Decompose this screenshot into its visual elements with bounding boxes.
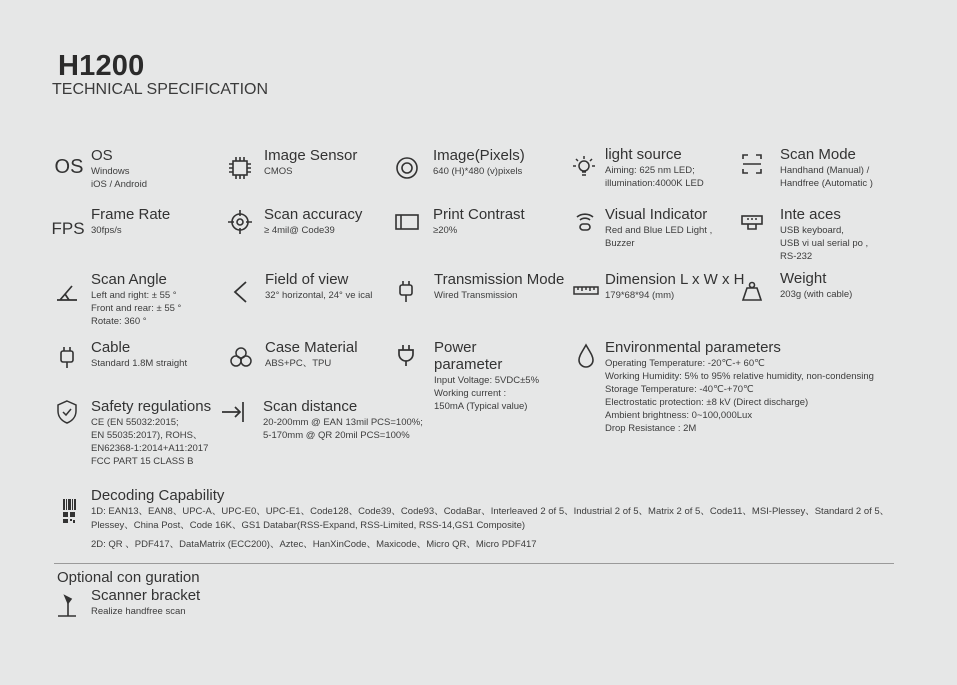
os-icon: OS bbox=[54, 155, 84, 178]
fps-icon: FPS bbox=[51, 219, 85, 238]
bracket-stand-icon bbox=[53, 590, 83, 620]
power-plug-icon bbox=[391, 340, 421, 370]
product-title: H1200 bbox=[58, 50, 145, 82]
spec-interfaces: Inte aces USB keyboard, USB vi ual serial po , RS-232 bbox=[780, 206, 869, 262]
spec-value: Windows iOS / Android bbox=[91, 166, 147, 190]
spec-safety: Safety regulations CE (EN 55032:2015; EN 55035:2017), ROHS、 EN62368-1:2014+A11:2017 FCC PART 15 CLASS B bbox=[91, 398, 212, 467]
spec-image-sensor: Image Sensor CMOS bbox=[264, 147, 358, 177]
barcode-qr-icon bbox=[54, 496, 84, 526]
spec-scan-mode: Scan Mode Handhand (Manual) / Handfree (Automatic ) bbox=[780, 146, 873, 189]
angle-icon bbox=[52, 276, 82, 306]
spec-transmission-mode: Transmission Mode Wired Transmission bbox=[434, 271, 565, 301]
spec-weight: Weight 203g (with cable) bbox=[780, 270, 853, 300]
fov-icon bbox=[226, 276, 256, 306]
arrow-bar-icon bbox=[218, 397, 248, 427]
ruler-icon bbox=[571, 276, 601, 306]
spec-field-of-view: Field of view 32° horizontal, 24° ve ical bbox=[265, 271, 373, 301]
chip-icon bbox=[225, 153, 255, 183]
optional-scanner-bracket: Scanner bracket Realize handfree scan bbox=[91, 587, 201, 617]
scan-frame-icon bbox=[737, 149, 767, 179]
spec-image-pixels: Image(Pixels) 640 (H)*480 (v)pixels bbox=[433, 147, 525, 177]
section-divider bbox=[54, 563, 894, 564]
spec-scan-distance: Scan distance 20-200mm @ EAN 13mil PCS=100%; 5-170mm @ QR 20mil PCS=100% bbox=[263, 398, 423, 441]
weight-icon bbox=[737, 276, 767, 306]
spec-light-source: light source Aiming: 625 nm LED; illumination:4000K LED bbox=[605, 146, 704, 189]
spec-cable: Cable Standard 1.8M straight bbox=[91, 339, 188, 369]
spec-scan-angle: Scan Angle Left and right: ± 55 ° Front and rear: ± 55 ° Rotate: 360 ° bbox=[91, 271, 182, 327]
usb-port-icon bbox=[737, 207, 767, 237]
decoding-1d: 1D: EAN13、EAN8、UPC-A、UPC-E0、UPC-E1、Code128、Code39、Code93、CodaBar、Interleaved 2 of 5、Industrial 2 of 5、Matrix 2 of 5、Code11、MSI-Plessey、Standard 2 of 5、Plessey、China Post、Code 16K、GS1 Databar(RSS-Expand, RSS-Limited, RSS-14,GS1 Composite) bbox=[91, 506, 890, 531]
decoding-capability: Decoding Capability 1D: EAN13、EAN8、UPC-A、UPC-E0、UPC-E1、Code128、Code39、Code93、CodaBar、Interleaved 2 of 5、Industrial 2 of 5、Matrix 2 of 5、Code11、MSI-Plessey、Standard 2 of 5、Plessey、China Post、Code 16K、GS1 Databar(RSS-Expand, RSS-Limited, RSS-14,GS1 Composite) 2D: QR 、PDF417、DataMatrix (ECC200)、Aztec、HanXinCode、Maxicode、Micro QR、Micro PDF417 bbox=[91, 487, 931, 552]
spec-label: OS bbox=[91, 147, 113, 164]
optional-heading: Optional con guration bbox=[57, 569, 200, 586]
cable-plug-icon bbox=[52, 342, 82, 372]
spec-power: Power parameter Input Voltage: 5VDC±5% Working current : 150mA (Typical value) bbox=[434, 339, 540, 412]
signal-icon bbox=[570, 207, 600, 237]
spec-scan-accuracy: Scan accuracy ≥ 4mil@ Code39 bbox=[264, 206, 363, 236]
page-subtitle: TECHNICAL SPECIFICATION bbox=[52, 81, 269, 98]
spec-visual-indicator: Visual Indicator Red and Blue LED Light , Buzzer bbox=[605, 206, 713, 249]
crosshair-icon bbox=[225, 207, 255, 237]
spec-dimension: Dimension L x W x H 179*68*94 (mm) bbox=[605, 271, 745, 301]
decoding-2d: 2D: QR 、PDF417、DataMatrix (ECC200)、Aztec、HanXinCode、Maxicode、Micro QR、Micro PDF417 bbox=[91, 539, 537, 550]
contrast-rect-icon bbox=[392, 207, 422, 237]
circles-icon bbox=[226, 342, 256, 372]
spec-frame-rate: Frame Rate 30fps/s bbox=[91, 206, 171, 236]
spec-case-material: Case Material ABS+PC、TPU bbox=[265, 339, 358, 369]
bulb-icon bbox=[569, 152, 599, 182]
drop-icon bbox=[571, 341, 601, 371]
spec-environmental: Environmental parameters Operating Temperature: -20℃-+ 60℃ Working Humidity: 5% to 95% relative humidity, non-condensing Storage Temperature: -40℃-+70℃ Electrostatic protection: ±8 kV (Direct discharge) Ambient brightness: 0~100,000Lux Drop Resistance : 2M bbox=[605, 339, 874, 434]
spec-print-contrast: Print Contrast ≥20% bbox=[433, 206, 525, 236]
target-ring-icon bbox=[392, 153, 422, 183]
plug-icon bbox=[391, 276, 421, 306]
shield-check-icon bbox=[52, 397, 82, 427]
spec-os bbox=[91, 147, 147, 191]
